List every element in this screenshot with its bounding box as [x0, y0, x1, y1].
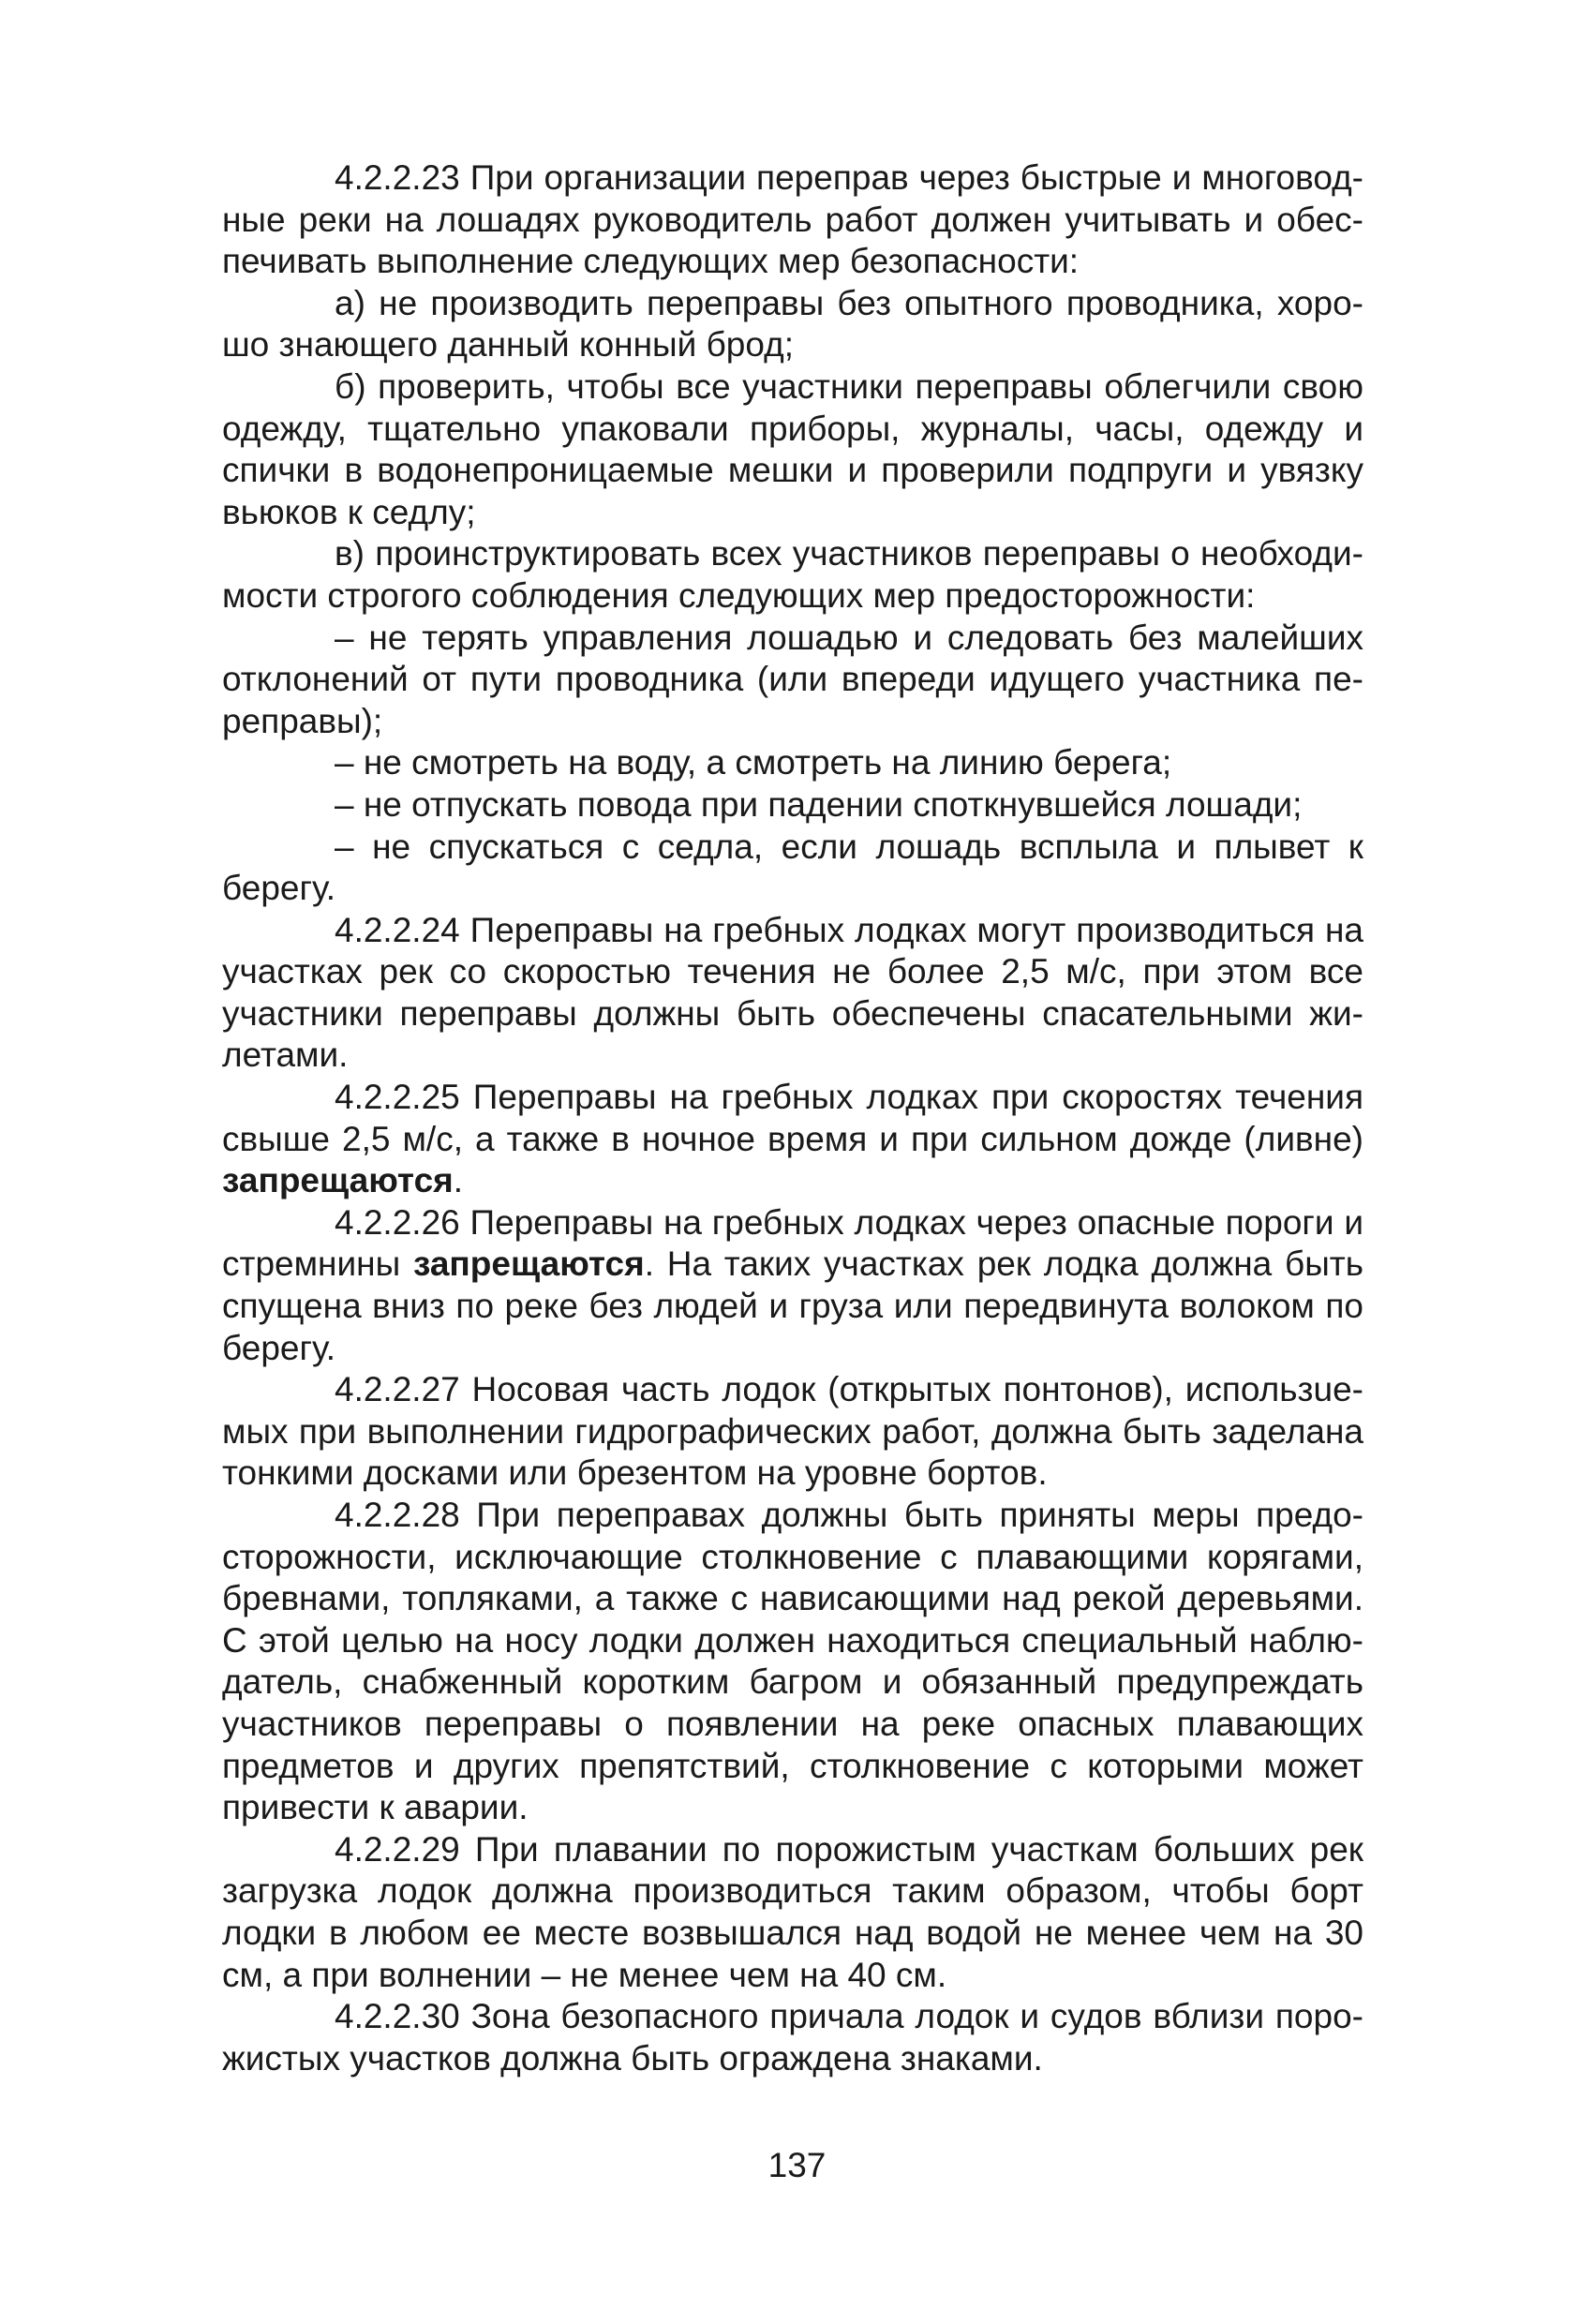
paragraph-4-2-2-23: 4.2.2.23 При организации переправ через быстрые и многоводные реки на лошадях руководитель работ должен учитывать и обеспечивать выполнение следующих мер безопасности: — [222, 158, 1363, 281]
emphasis-prohibited: запрещаются — [222, 1161, 454, 1200]
dash-item-1: – не терять управления лошадью и следовать без малейших отклонений от пути проводника (или впереди идущего участника переправы); — [222, 618, 1363, 740]
dash-item-2: – не смотреть на воду, а смотреть на линию берега; — [335, 743, 1172, 782]
paragraph-4-2-2-29: 4.2.2.29 При плавании по порожистым участкам больших рек загрузка лодок должна производиться таким образом, чтобы борт лодки в любом ее месте возвышался над водой не менее чем на 30 см, а при волнении – не менее чем на 40 см. — [222, 1829, 1363, 1994]
paragraph-4-2-2-26 — [222, 1202, 1363, 1369]
document-body — [222, 157, 1363, 2079]
paragraph-text: . — [453, 1161, 464, 1200]
page-number: 137 — [767, 2146, 827, 2184]
emphasis-prohibited: запрещаются — [412, 1244, 645, 1284]
paragraph-4-2-2-25 — [222, 1077, 1363, 1202]
dash-item-4: – не спускаться с седла, если лошадь всплыла и плывет к берегу. — [222, 827, 1363, 908]
paragraph-4-2-2-30: 4.2.2.30 Зона безопасного причала лодок и судов вблизи порожистых участков должна быть ограждена знаками. — [222, 1997, 1363, 2078]
paragraph-4-2-2-28: 4.2.2.28 При переправах должны быть приняты меры предосторожности, исключающие столкновение с плавающими корягами, бревнами, топляками, а также с нависающими над рекой деревьями. С этой целью на носу лодки должен находиться специальный наблюдатель, снабженный коротким багром и обязанный предупреждать участников переправы о появлении на реке опасных плавающих предметов и других препятствий, столкновение с которыми может привести к аварии. — [222, 1496, 1363, 1827]
list-item-a: а) не производить переправы без опытного проводника, хорошо знающего данный конный брод; — [222, 283, 1363, 365]
paragraph-text: . На таких участках рек лодка должна быть спущена вниз по реке без людей и груза или передвинута волоком по берегу. — [222, 1244, 1364, 1367]
list-item-v: в) проинструктировать всех участников переправы о необходимости строгого соблюдения следующих мер предосторожности: — [222, 534, 1363, 615]
list-item-b: б) проверить, чтобы все участники переправы облегчили свою одежду, тщательно упаковали приборы, журналы, часы, одежду и спички в водонепроницаемые мешки и проверили подпруги и увязку вьюков к седлу; — [222, 366, 1363, 531]
dash-item-3: – не отпускать повода при падении споткнувшейся лошади; — [335, 784, 1303, 824]
paragraph-4-2-2-24: 4.2.2.24 Переправы на гребных лодках могут производиться на участках рек со скоростью течения не более 2,5 м/с, при этом все участники переправы должны быть обеспечены спасательными жилетами. — [222, 910, 1363, 1075]
paragraph-text: 4.2.2.26 Переправы на гребных лодках через опасные пороги и стремнины — [222, 1202, 1363, 1284]
paragraph-4-2-2-27: 4.2.2.27 Носовая часть лодок (открытых понтонов), использueмых при выполнении гидрографических работ, должна быть заделана тонкими досками или брезентом на уровне бортов. — [222, 1370, 1363, 1493]
paragraph-text: 4.2.2.25 Переправы на гребных лодках при скоростях течения свыше 2,5 м/с, а также в ночное время и при сильном дожде (ливне) — [222, 1078, 1363, 1158]
